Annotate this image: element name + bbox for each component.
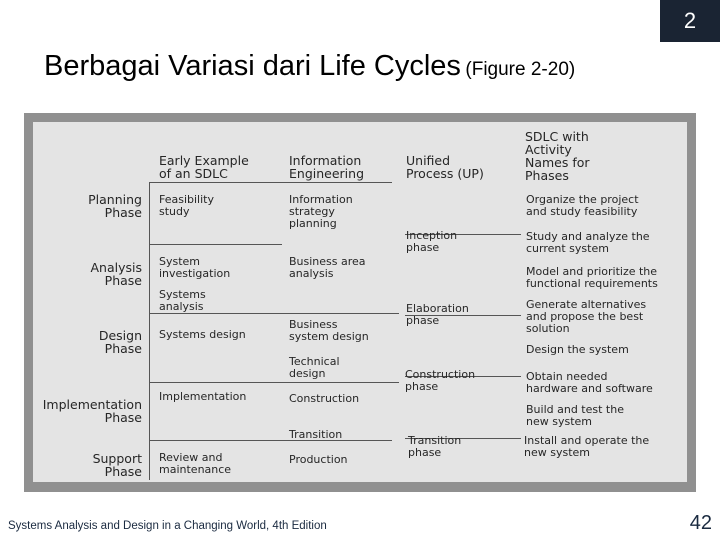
slide-title-note: (Figure 2-20)	[465, 59, 576, 80]
ie-production: Production	[289, 453, 348, 466]
header-divider	[149, 182, 392, 183]
activity-study-current-system: Study and analyze the current system	[526, 230, 650, 255]
header-unified-process: Unified Process (UP)	[406, 153, 484, 181]
footer-book-title: Systems Analysis and Design in a Changing World, 4th Edition	[8, 520, 327, 532]
ie-technical-design: Technical design	[289, 355, 340, 380]
header-information-engineering: Information Engineering	[289, 153, 364, 181]
activity-generate-alternatives: Generate alternatives and propose the best solution	[526, 298, 647, 335]
figure-panel	[33, 122, 687, 482]
up-elaboration-phase: Elaboration phase	[406, 302, 469, 327]
early-systems-design: Systems design	[159, 328, 246, 341]
activity-build-test: Build and test the new system	[526, 403, 624, 428]
header-early-sdlc: Early Example of an SDLC	[159, 153, 249, 181]
ie-business-area-analysis: Business area analysis	[289, 255, 366, 280]
phase-planning: Planning Phase	[88, 192, 142, 220]
ie-strategy-planning: Information strategy planning	[289, 193, 353, 230]
activity-model-requirements: Model and prioritize the functional requirements	[526, 265, 658, 290]
divider-implementation-support	[149, 440, 392, 441]
sdlc-variations-figure	[24, 113, 696, 492]
up-construction-phase: Construction phase	[405, 368, 476, 393]
activity-design-system: Design the system	[526, 343, 629, 356]
phase-bracket-line	[149, 182, 150, 480]
up-inception-phase: Inception phase	[406, 229, 458, 254]
ie-construction: Construction	[289, 392, 360, 405]
ie-transition: Transition	[289, 428, 343, 441]
early-feasibility-study: Feasibility study	[159, 193, 214, 218]
header-activity-names: SDLC with Activity Names for Phases	[525, 129, 590, 183]
divider-design-implementation	[149, 382, 399, 383]
up-transition-phase: Transition phase	[408, 434, 462, 459]
phase-support: Support Phase	[92, 451, 142, 479]
early-system-investigation: System investigation	[159, 255, 231, 280]
phase-design: Design Phase	[98, 328, 142, 356]
divider-planning-analysis	[149, 244, 282, 245]
slide-title	[44, 50, 575, 83]
phase-implementation: Implementation Phase	[42, 397, 142, 425]
early-systems-analysis: Systems analysis	[159, 288, 206, 313]
slide-number-badge	[660, 0, 720, 42]
slide-title-main: Berbagai Variasi dari Life Cycles	[44, 50, 461, 82]
slide-number: 2	[683, 8, 697, 33]
divider-analysis-design	[149, 313, 399, 314]
phase-analysis: Analysis Phase	[90, 260, 142, 288]
ie-business-system-design: Business system design	[289, 318, 369, 343]
activity-obtain-hardware-software: Obtain needed hardware and software	[526, 370, 653, 395]
activity-install-operate: Install and operate the new system	[524, 434, 650, 459]
early-review-maintenance: Review and maintenance	[159, 451, 232, 476]
page-number: 42	[689, 512, 712, 534]
early-implementation: Implementation	[159, 390, 247, 403]
activity-organize-project: Organize the project and study feasibility	[526, 193, 639, 218]
